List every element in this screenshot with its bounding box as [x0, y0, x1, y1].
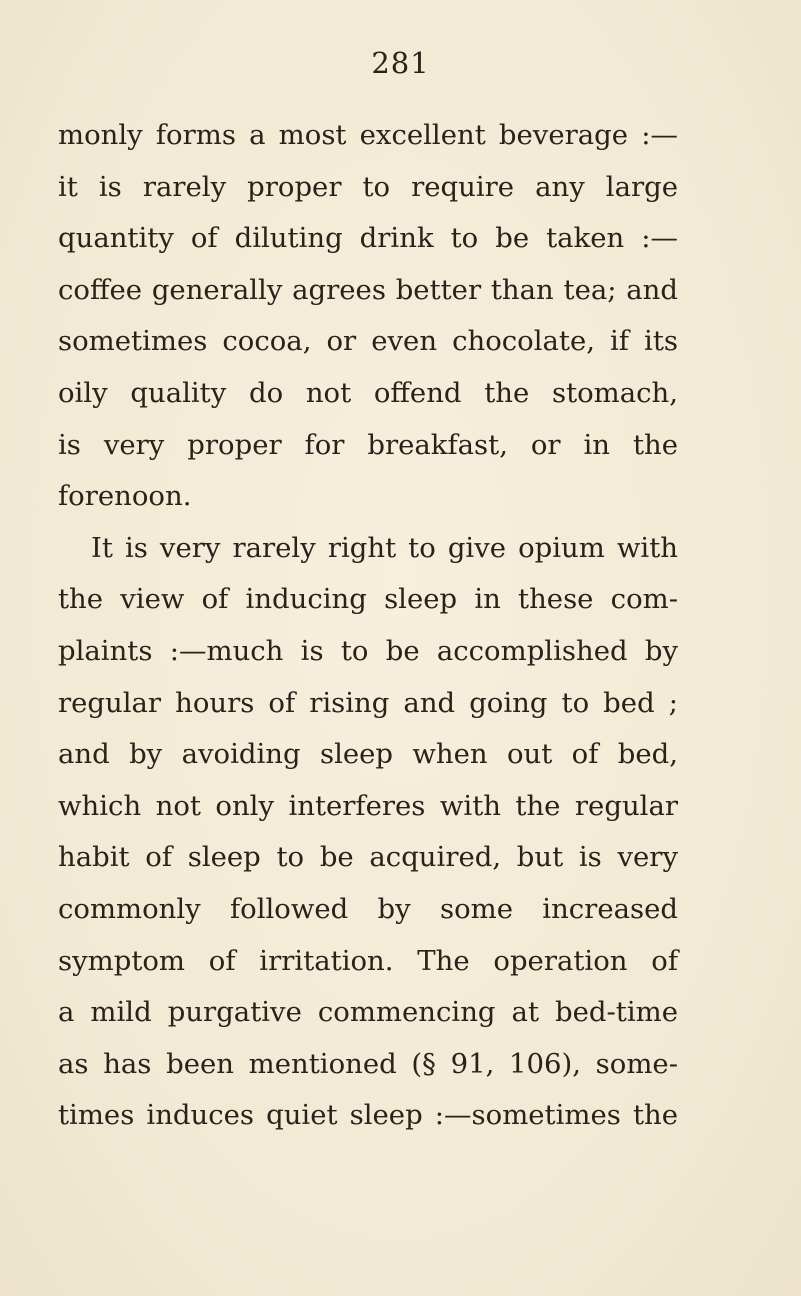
text-line: is very proper for breakfast, or in the: [58, 428, 678, 461]
text-line: it is rarely proper to require any large: [58, 170, 678, 203]
text-line: a mild purgative commencing at bed-time: [58, 996, 678, 1029]
text-line: which not only interferes with the regular: [58, 789, 678, 822]
text-line: commonly followed by some increased: [58, 892, 678, 925]
text-line: times induces quiet sleep :—sometimes the: [58, 1099, 678, 1132]
text-line: as has been mentioned (§ 91, 106), some-: [58, 1047, 678, 1080]
text-line: regular hours of rising and going to bed ;: [58, 686, 678, 719]
text-line: sometimes cocoa, or even chocolate, if its: [58, 325, 678, 358]
text-line: habit of sleep to be acquired, but is very: [58, 841, 678, 874]
text-line: monly forms a most excellent beverage :—: [58, 119, 678, 151]
text-line: symptom of irritation. The operation of: [58, 944, 678, 977]
body-text: [58, 110, 678, 1142]
text-line: oily quality do not offend the stomach,: [58, 376, 678, 409]
paragraph-first-line: It is very rarely right to give opium with: [91, 531, 678, 564]
text-line: and by avoiding sleep when out of bed,: [58, 738, 678, 771]
text-line: the view of inducing sleep in these com-: [58, 583, 678, 616]
text-line: coffee generally agrees better than tea; and: [58, 273, 678, 306]
page-number: 281: [371, 46, 430, 80]
text-line: forenoon.: [58, 480, 192, 513]
text-line: quantity of diluting drink to be taken :—: [58, 222, 678, 255]
text-line: plaints :—much is to be accomplished by: [58, 634, 678, 667]
